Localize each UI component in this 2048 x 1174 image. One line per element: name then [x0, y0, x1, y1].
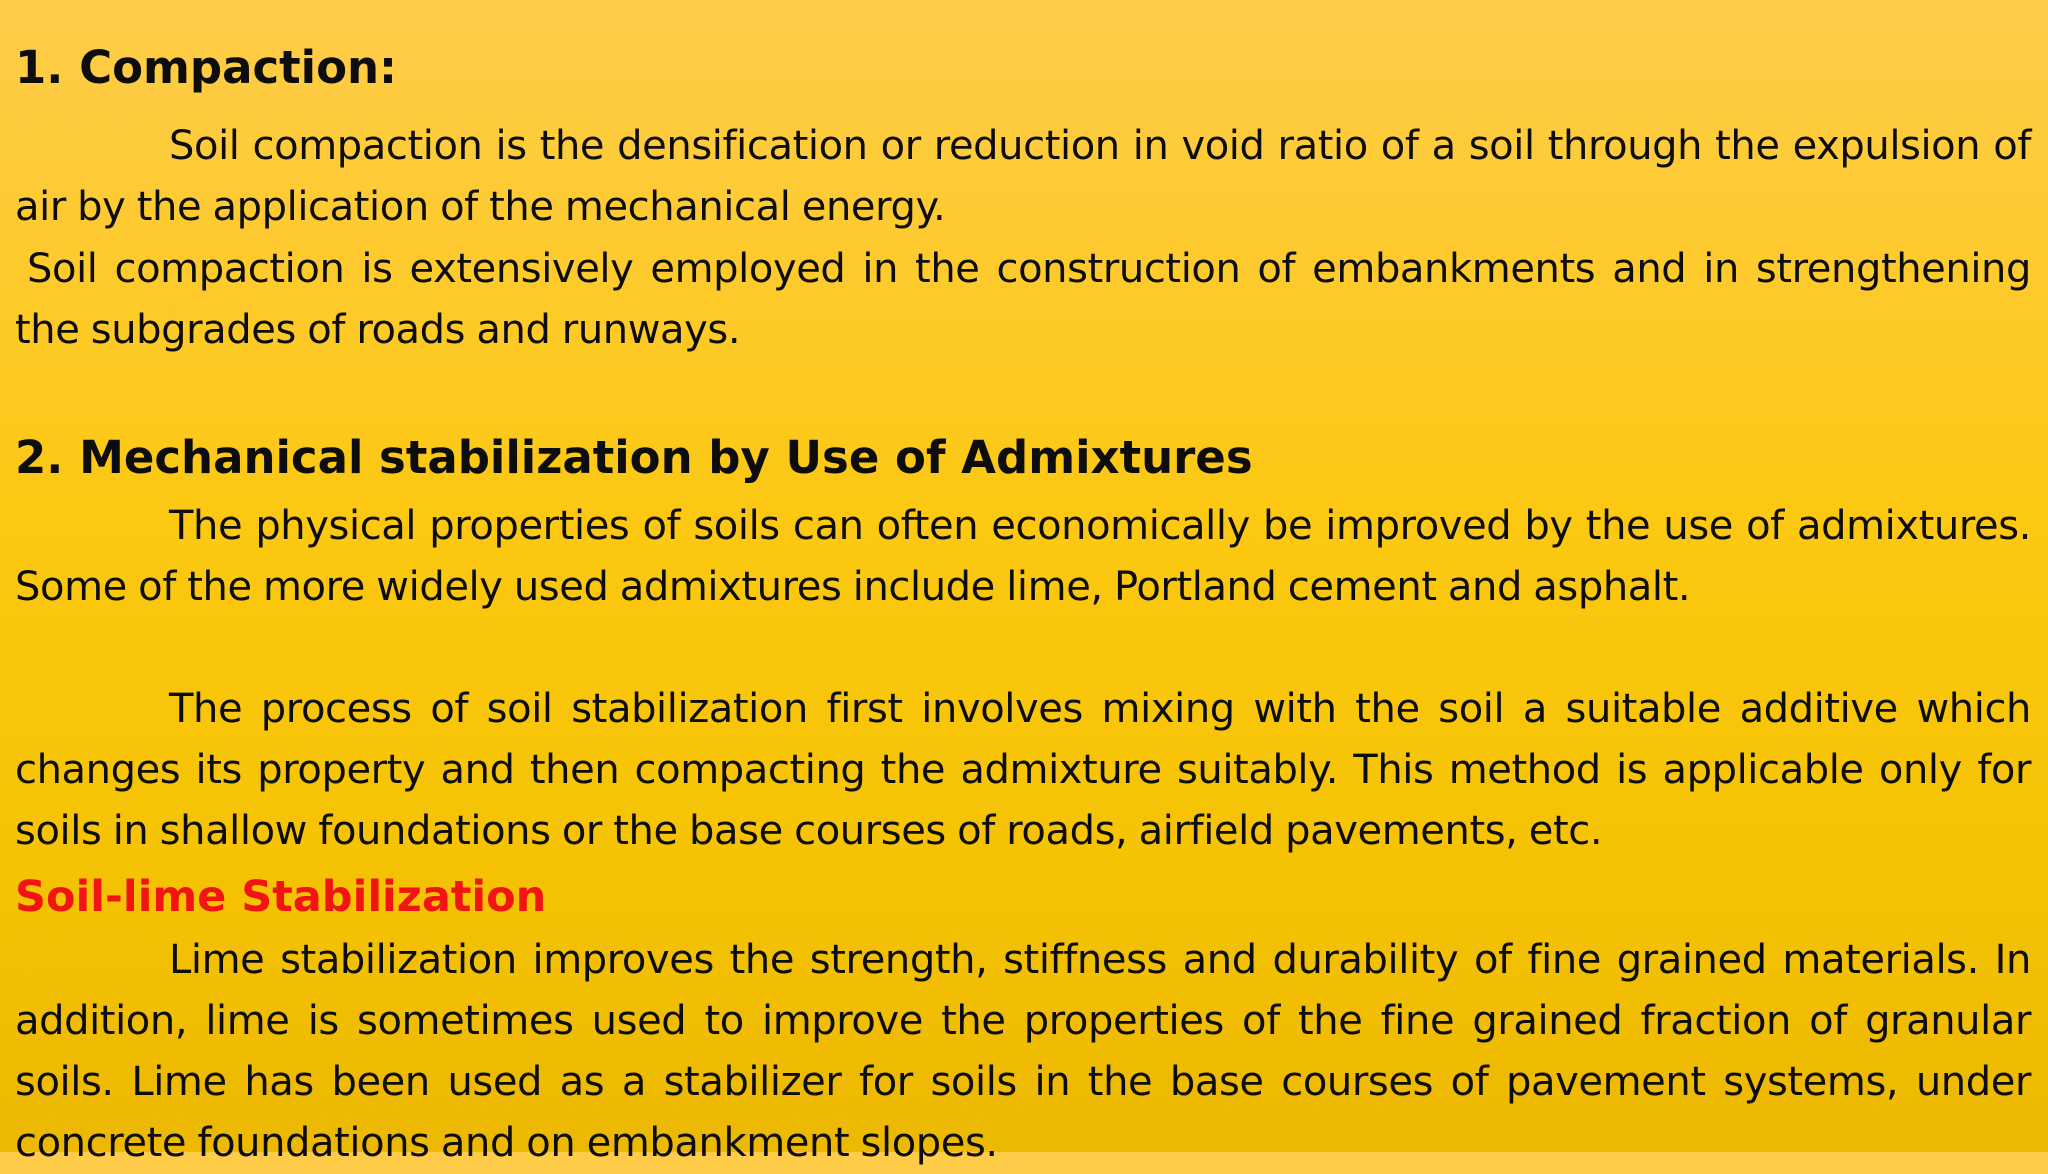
stabilization-process-paragraph: The process of soil stabilization first involves mixing with the soil a suitable additive which changes its property and then compacting the admixture suitably. This method is applicable only for soils in shallow foundations or the base courses of roads, airfield pavements, etc. [15, 686, 2031, 854]
compaction-definition-paragraph: Soil compaction is the densification or reduction in void ratio of a soil through the expulsion of air by the application of the mechanical energy. [15, 123, 2031, 230]
subheading-soil-lime-stabilization: Soil-lime Stabilization [15, 872, 547, 922]
compaction-usage-paragraph: Soil compaction is extensively employed in the construction of embankments and in strengthening the subgrades of roads and runways. [15, 246, 2031, 353]
admixtures-paragraph: The physical properties of soils can often economically be improved by the use of admixtures. Some of the more widely used admixtures include lime, Portland cement and asphalt. [15, 503, 2031, 610]
slide [15, 0, 2031, 1166]
section-heading-mechanical-stabilization: 2. Mechanical stabilization by Use of Admixtures [15, 431, 1253, 484]
section-heading-compaction: 1. Compaction: [15, 41, 398, 94]
lime-stabilization-paragraph: Lime stabilization improves the strength, stiffness and durability of fine grained materials. In addition, lime is sometimes used to improve the properties of the fine grained fraction of granular soils. Lime has been used as a stabilizer for soils in the base courses of pavement systems, under concrete foundations and on embankment slopes. [15, 937, 2031, 1166]
